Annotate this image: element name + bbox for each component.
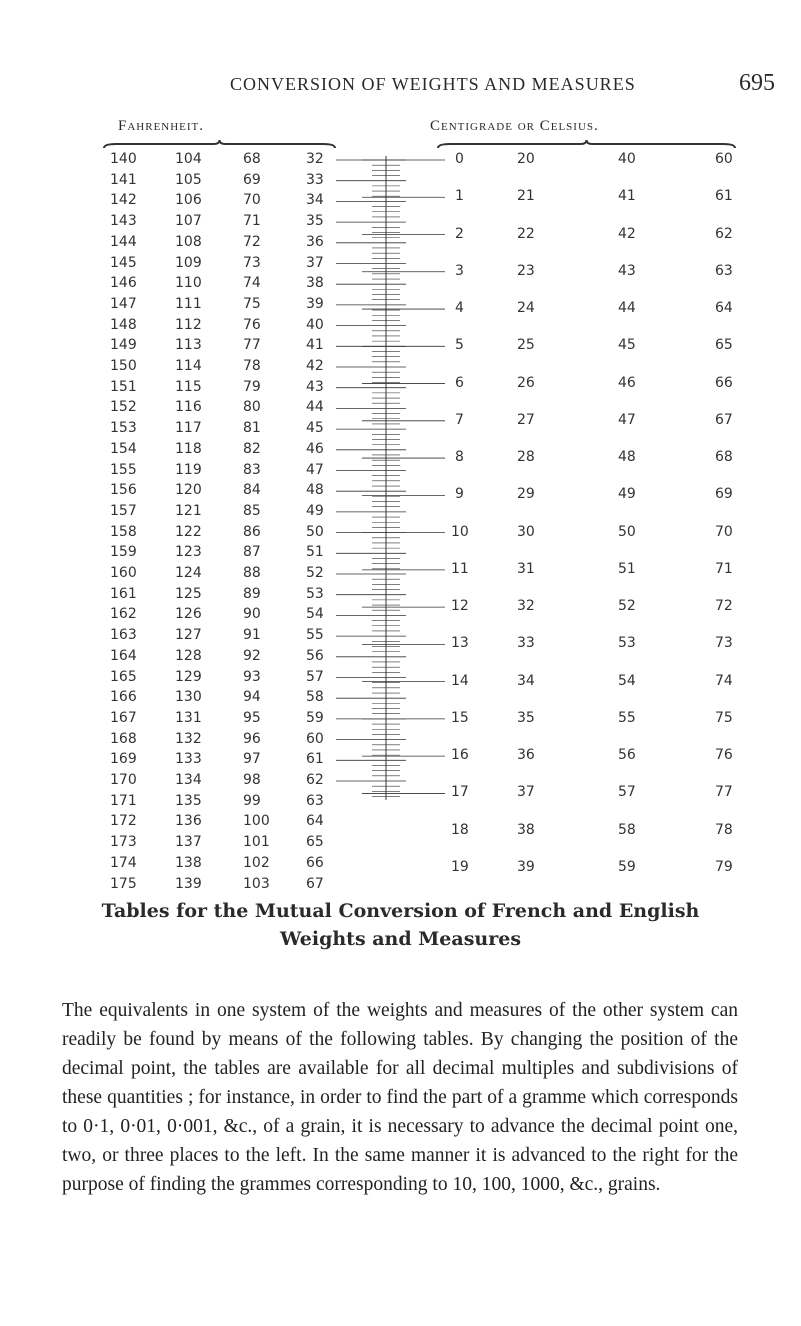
fahrenheit-cell: 127 [175, 627, 202, 644]
centigrade-cell: 51 [618, 560, 636, 577]
fahrenheit-cell: 86 [243, 523, 261, 540]
fahrenheit-cell: 72 [243, 233, 261, 250]
centigrade-cell: 23 [517, 262, 535, 279]
centigrade-cell: 13 [451, 635, 469, 652]
centigrade-cell: 16 [451, 747, 469, 764]
fahrenheit-cell: 76 [243, 316, 261, 333]
fahrenheit-cell: 99 [243, 792, 261, 809]
centigrade-cell: 48 [618, 449, 636, 466]
fahrenheit-cell: 91 [243, 627, 261, 644]
centigrade-cell: 76 [715, 747, 733, 764]
fahrenheit-cell: 77 [243, 337, 261, 354]
fahrenheit-cell: 75 [243, 295, 261, 312]
fahrenheit-cell: 55 [306, 627, 324, 644]
centigrade-cell: 36 [517, 747, 535, 764]
fahrenheit-cell: 137 [175, 834, 202, 851]
centigrade-cell: 41 [618, 188, 636, 205]
fahrenheit-cell: 139 [175, 875, 202, 892]
fahrenheit-cell: 173 [110, 834, 137, 851]
fahrenheit-cell: 167 [110, 709, 137, 726]
centigrade-cell: 47 [618, 411, 636, 428]
fahrenheit-cell: 68 [243, 151, 261, 167]
fahrenheit-cell: 151 [110, 378, 137, 395]
fahrenheit-cell: 131 [175, 709, 202, 726]
fahrenheit-cell: 53 [306, 585, 324, 602]
fahrenheit-cell: 163 [110, 627, 137, 644]
fahrenheit-cell: 92 [243, 647, 261, 664]
centigrade-cell: 3 [455, 262, 464, 279]
fahrenheit-cell: 130 [175, 689, 202, 706]
fahrenheit-cell: 110 [175, 275, 202, 292]
fahrenheit-cell: 162 [110, 606, 137, 623]
fahrenheit-cell: 169 [110, 751, 137, 768]
fahrenheit-cell: 97 [243, 751, 261, 768]
fahrenheit-cell: 164 [110, 647, 137, 664]
centigrade-cell: 42 [618, 225, 636, 242]
fahrenheit-cell: 122 [175, 523, 202, 540]
fahrenheit-cell: 119 [175, 461, 202, 478]
centigrade-cell: 26 [517, 374, 535, 391]
fahrenheit-cell: 33 [306, 171, 324, 188]
section-title-line-2: Weights and Measures [279, 928, 522, 950]
centigrade-cell: 72 [715, 598, 733, 615]
centigrade-cell: 54 [618, 672, 636, 689]
fahrenheit-cell: 117 [175, 420, 202, 437]
fahrenheit-cell: 132 [175, 730, 202, 747]
fahrenheit-cell: 143 [110, 213, 137, 230]
fahrenheit-cell: 61 [306, 751, 324, 768]
centigrade-cell: 49 [618, 486, 636, 503]
fahrenheit-cell: 87 [243, 544, 261, 561]
centigrade-cell: 17 [451, 784, 469, 801]
centigrade-cell: 65 [715, 337, 733, 354]
fahrenheit-cell: 121 [175, 502, 202, 519]
fahrenheit-cell: 46 [306, 440, 324, 457]
fahrenheit-cell: 58 [306, 689, 324, 706]
fahrenheit-cell: 129 [175, 668, 202, 685]
fahrenheit-cell: 73 [243, 254, 261, 271]
centigrade-cell: 60 [715, 151, 733, 167]
body-paragraph: The equivalents in one system of the weights and measures of the other system can readily be found by means of the following tables. By changing the position of the decimal point, the tables are available for all decimal multiples and subdivisions of these quantities ; for instance, in order to find the part of a gramme which corresponds to 0·1, 0·01, 0·001, &c., of a grain, it is necessary to advance the decimal point one, two, or three places to the left. In the same manner it is advanced to the right for the purpose of finding the grammes corresponding to 10, 100, 1000, &c., grains. [62, 1000, 738, 1195]
centigrade-cell: 11 [451, 560, 469, 577]
fahrenheit-cell: 171 [110, 792, 137, 809]
fahrenheit-cell: 109 [175, 254, 202, 271]
centigrade-cell: 4 [455, 300, 464, 317]
fahrenheit-cell: 125 [175, 585, 202, 602]
fahrenheit-cell: 155 [110, 461, 137, 478]
fahrenheit-cell: 124 [175, 565, 202, 581]
centigrade-cell: 58 [618, 821, 636, 838]
centigrade-cell: 19 [451, 858, 469, 875]
centigrade-cell: 70 [715, 523, 733, 540]
centigrade-cell: 73 [715, 635, 733, 652]
centigrade-cell: 57 [618, 784, 636, 801]
fahrenheit-cell: 165 [110, 668, 137, 685]
centigrade-cell: 21 [517, 188, 535, 205]
centigrade-cell: 43 [618, 262, 636, 279]
centigrade-cell: 33 [517, 635, 535, 652]
fahrenheit-cell: 47 [306, 461, 324, 478]
fahrenheit-cell: 118 [175, 440, 202, 457]
centigrade-cell: 53 [618, 635, 636, 652]
centigrade-cell: 79 [715, 858, 733, 875]
fahrenheit-cell: 106 [175, 192, 202, 209]
centigrade-cell: 14 [451, 672, 469, 689]
centigrade-cell: 62 [715, 225, 733, 242]
fahrenheit-cell: 123 [175, 544, 202, 561]
fahrenheit-cell: 94 [243, 689, 261, 706]
fahrenheit-cell: 102 [243, 854, 270, 871]
centigrade-cell: 64 [715, 300, 733, 317]
fahrenheit-cell: 95 [243, 709, 261, 726]
centigrade-cell: 20 [517, 151, 535, 167]
fahrenheit-cell: 32 [306, 151, 324, 167]
fahrenheit-cell: 63 [306, 792, 324, 809]
fahrenheit-cell: 40 [306, 316, 324, 333]
fahrenheit-cell: 154 [110, 440, 137, 457]
fahrenheit-cell: 134 [175, 772, 202, 788]
fahrenheit-cell: 157 [110, 502, 137, 519]
centigrade-cell: 45 [618, 337, 636, 354]
fahrenheit-cell: 116 [175, 399, 202, 416]
fahrenheit-cell: 160 [110, 565, 137, 581]
fahrenheit-cell: 67 [306, 875, 324, 892]
fahrenheit-cell: 101 [243, 834, 270, 851]
centigrade-cell: 50 [618, 523, 636, 540]
centigrade-cell: 24 [517, 300, 535, 317]
fahrenheit-cell: 59 [306, 709, 324, 726]
fahrenheit-cell: 175 [110, 875, 137, 892]
centigrade-cell: 61 [715, 188, 733, 205]
fahrenheit-cell: 42 [306, 358, 324, 374]
centigrade-cell: 69 [715, 486, 733, 503]
centigrade-cell: 67 [715, 411, 733, 428]
page-number: 695 [739, 70, 775, 96]
centigrade-cell: 10 [451, 523, 469, 540]
centigrade-cell: 66 [715, 374, 733, 391]
fahrenheit-cell: 62 [306, 772, 324, 788]
centigrade-cell: 74 [715, 672, 733, 689]
fahrenheit-cell: 38 [306, 275, 324, 292]
fahrenheit-cell: 126 [175, 606, 202, 623]
fahrenheit-cell: 37 [306, 254, 324, 271]
fahrenheit-cell: 108 [175, 233, 202, 250]
fahrenheit-cell: 39 [306, 295, 324, 312]
fahrenheit-cell: 66 [306, 854, 324, 871]
fahrenheit-cell: 48 [306, 482, 324, 499]
fahrenheit-cell: 84 [243, 482, 261, 499]
fahrenheit-cell: 133 [175, 751, 202, 768]
fahrenheit-cell: 103 [243, 875, 270, 892]
fahrenheit-cell: 89 [243, 585, 261, 602]
fahrenheit-cell: 80 [243, 399, 261, 416]
centigrade-cell: 39 [517, 858, 535, 875]
centigrade-cell: 44 [618, 300, 636, 317]
fahrenheit-cell: 74 [243, 275, 261, 292]
fahrenheit-cell: 82 [243, 440, 261, 457]
fahrenheit-cell: 107 [175, 213, 202, 230]
centigrade-cell: 75 [715, 709, 733, 726]
fahrenheit-cell: 149 [110, 337, 137, 354]
fahrenheit-cell: 45 [306, 420, 324, 437]
fahrenheit-cell: 140 [110, 151, 137, 167]
fahrenheit-cell: 65 [306, 834, 324, 851]
fahrenheit-cell: 168 [110, 730, 137, 747]
fahrenheit-cell: 113 [175, 337, 202, 354]
fahrenheit-cell: 51 [306, 544, 324, 561]
centigrade-cell: 37 [517, 784, 535, 801]
fahrenheit-cell: 152 [110, 399, 137, 416]
fahrenheit-cell: 36 [306, 233, 324, 250]
centigrade-cell: 6 [455, 374, 464, 391]
fahrenheit-cell: 147 [110, 295, 137, 312]
fahrenheit-cell: 156 [110, 482, 137, 499]
centigrade-cell: 46 [618, 374, 636, 391]
fahrenheit-cell: 44 [306, 399, 324, 416]
centigrade-heading: Centigrade or Celsius. [430, 118, 599, 134]
fahrenheit-cell: 34 [306, 192, 324, 209]
fahrenheit-cell: 49 [306, 502, 324, 519]
centigrade-cell: 1 [455, 188, 464, 205]
fahrenheit-cell: 161 [110, 585, 137, 602]
fahrenheit-cell: 41 [306, 337, 324, 354]
fahrenheit-cell: 142 [110, 192, 137, 209]
centigrade-cell: 5 [455, 337, 464, 354]
fahrenheit-cell: 69 [243, 171, 261, 188]
fahrenheit-cell: 52 [306, 565, 324, 581]
fahrenheit-cell: 90 [243, 606, 261, 623]
centigrade-cell: 12 [451, 598, 469, 615]
centigrade-cell: 0 [455, 151, 464, 167]
fahrenheit-cell: 35 [306, 213, 324, 230]
fahrenheit-cell: 98 [243, 772, 261, 788]
fahrenheit-cell: 81 [243, 420, 261, 437]
centigrade-cell: 22 [517, 225, 535, 242]
fahrenheit-cell: 105 [175, 171, 202, 188]
fahrenheit-cell: 115 [175, 378, 202, 395]
fahrenheit-cell: 141 [110, 171, 137, 188]
fahrenheit-cell: 60 [306, 730, 324, 747]
fahrenheit-cell: 166 [110, 689, 137, 706]
fahrenheit-cell: 144 [110, 233, 137, 250]
centigrade-cell: 71 [715, 560, 733, 577]
fahrenheit-heading: Fahrenheit. [118, 118, 205, 134]
fahrenheit-cell: 114 [175, 358, 202, 374]
centigrade-cell: 29 [517, 486, 535, 503]
centigrade-cell: 28 [517, 449, 535, 466]
fahrenheit-cell: 150 [110, 358, 137, 374]
fahrenheit-cell: 78 [243, 358, 261, 374]
centigrade-cell: 35 [517, 709, 535, 726]
fahrenheit-cell: 146 [110, 275, 137, 292]
centigrade-cell: 25 [517, 337, 535, 354]
fahrenheit-cell: 170 [110, 772, 137, 788]
fahrenheit-cell: 136 [175, 813, 202, 830]
centigrade-cell: 32 [517, 598, 535, 615]
fahrenheit-cell: 93 [243, 668, 261, 685]
centigrade-cell: 38 [517, 821, 535, 838]
centigrade-cell: 8 [455, 449, 464, 466]
centigrade-cell: 9 [455, 486, 464, 503]
centigrade-cell: 77 [715, 784, 733, 801]
running-title: CONVERSION OF WEIGHTS AND MEASURES [230, 74, 636, 94]
fahrenheit-cell: 54 [306, 606, 324, 623]
centigrade-cell: 56 [618, 747, 636, 764]
fahrenheit-cell: 83 [243, 461, 261, 478]
fahrenheit-cell: 57 [306, 668, 324, 685]
fahrenheit-cell: 159 [110, 544, 137, 561]
fahrenheit-cell: 56 [306, 647, 324, 664]
fahrenheit-cell: 174 [110, 854, 137, 871]
centigrade-cell: 31 [517, 560, 535, 577]
fahrenheit-cell: 111 [175, 295, 202, 312]
fahrenheit-cell: 100 [243, 813, 270, 830]
centigrade-cell: 68 [715, 449, 733, 466]
fahrenheit-cell: 50 [306, 523, 324, 540]
centigrade-cell: 52 [618, 598, 636, 615]
centigrade-cell: 18 [451, 821, 469, 838]
centigrade-cell: 78 [715, 821, 733, 838]
fahrenheit-cell: 88 [243, 565, 261, 581]
fahrenheit-cell: 112 [175, 316, 202, 333]
centigrade-cell: 55 [618, 709, 636, 726]
fahrenheit-cell: 79 [243, 378, 261, 395]
fahrenheit-cell: 96 [243, 730, 261, 747]
fahrenheit-cell: 64 [306, 813, 324, 830]
centigrade-cell: 27 [517, 411, 535, 428]
centigrade-cell: 2 [455, 225, 464, 242]
fahrenheit-cell: 138 [175, 854, 202, 871]
centigrade-cell: 7 [455, 411, 464, 428]
centigrade-cell: 63 [715, 262, 733, 279]
centigrade-cell: 30 [517, 523, 535, 540]
fahrenheit-cell: 43 [306, 378, 324, 395]
fahrenheit-cell: 135 [175, 792, 202, 809]
fahrenheit-cell: 148 [110, 316, 137, 333]
fahrenheit-cell: 104 [175, 151, 202, 167]
centigrade-cell: 59 [618, 858, 636, 875]
section-title-line-1: Tables for the Mutual Conversion of French and English [101, 900, 700, 922]
fahrenheit-cell: 85 [243, 502, 261, 519]
centigrade-cell: 15 [451, 709, 469, 726]
fahrenheit-cell: 145 [110, 254, 137, 271]
fahrenheit-cell: 71 [243, 213, 261, 230]
fahrenheit-cell: 120 [175, 482, 202, 499]
fahrenheit-cell: 158 [110, 523, 137, 540]
fahrenheit-cell: 70 [243, 192, 261, 209]
centigrade-cell: 40 [618, 151, 636, 167]
fahrenheit-cell: 172 [110, 813, 137, 830]
fahrenheit-cell: 128 [175, 647, 202, 664]
centigrade-cell: 34 [517, 672, 535, 689]
fahrenheit-cell: 153 [110, 420, 137, 437]
